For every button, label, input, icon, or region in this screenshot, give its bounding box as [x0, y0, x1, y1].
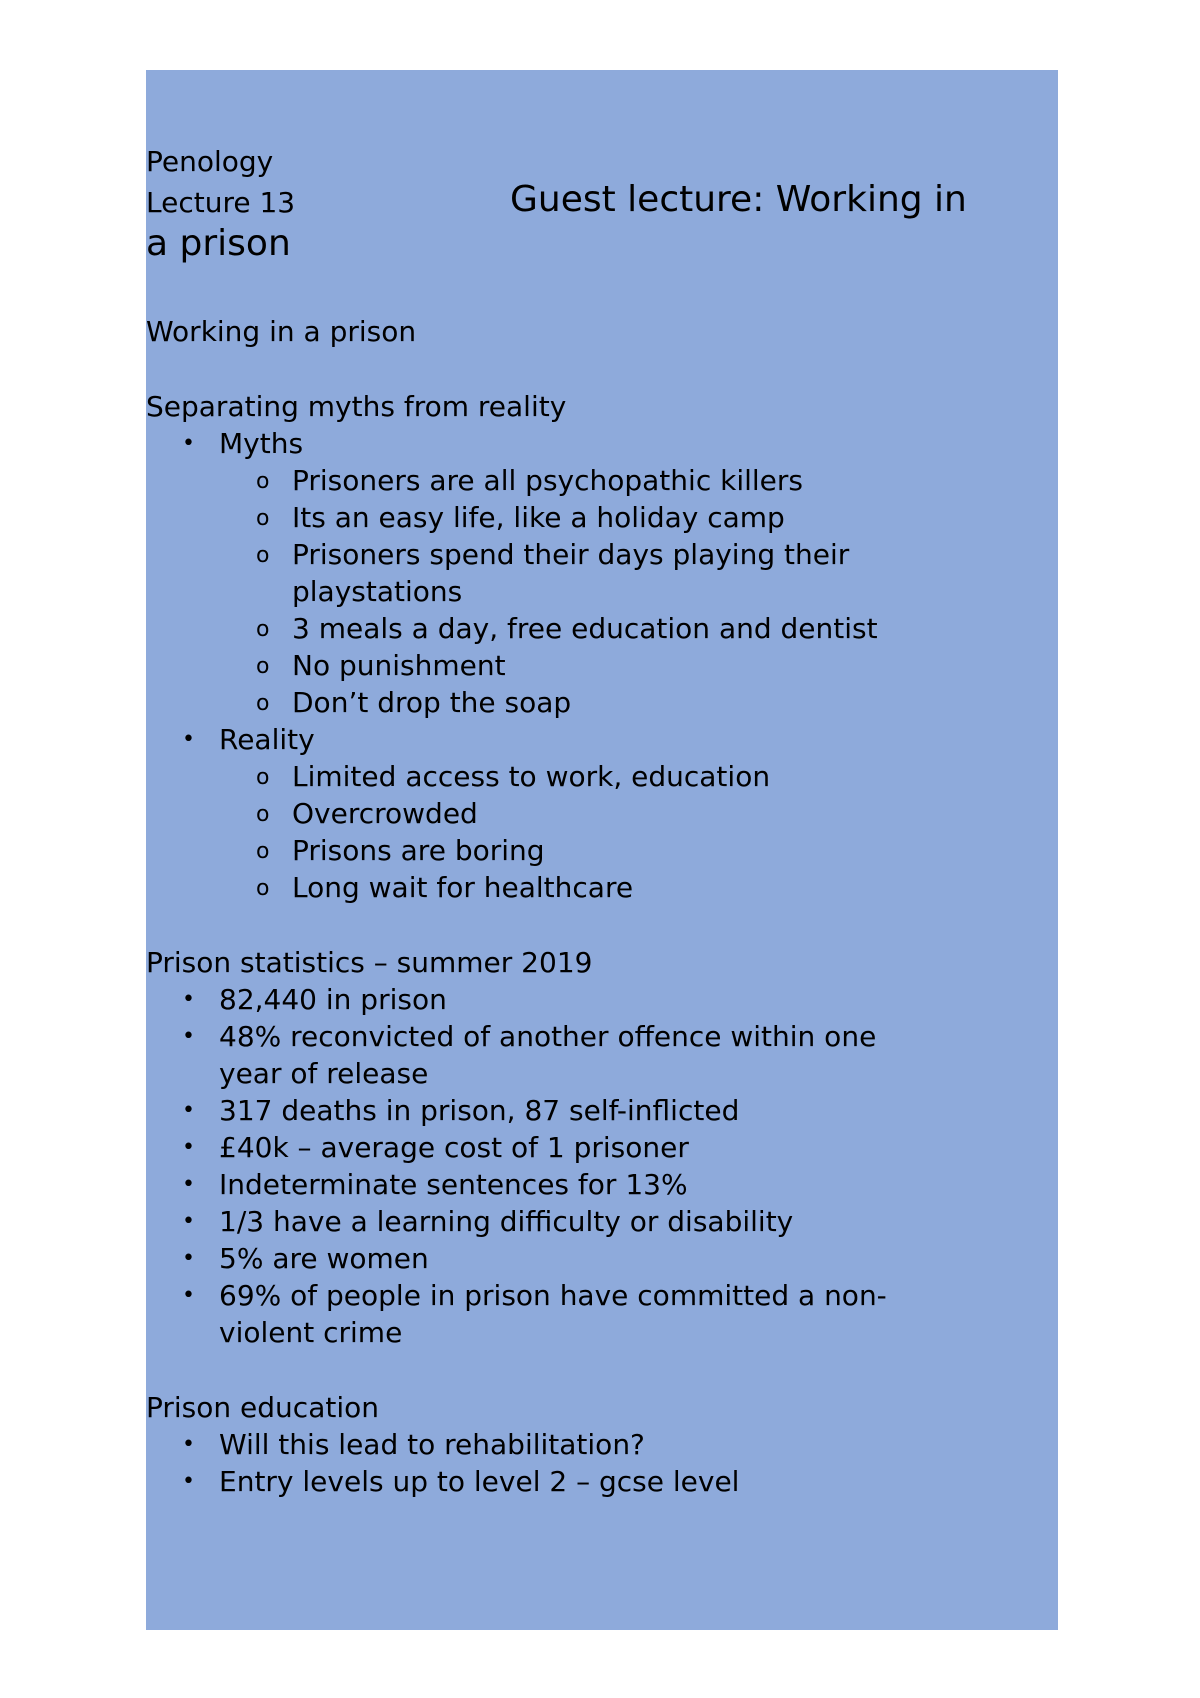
course-name: Penology: [146, 145, 274, 178]
list-item: [146, 1240, 1058, 1277]
education-text: Entry levels up to level 2 – gcse level: [219, 1465, 740, 1498]
reality-text: Overcrowded: [292, 797, 478, 830]
myth-text: Don’t drop the soap: [292, 686, 572, 719]
list-item: [219, 832, 1058, 869]
bullet-icon: •: [182, 1283, 195, 1308]
statistic-text: 82,440 in prison: [219, 983, 447, 1016]
list-item: [146, 1092, 1058, 1129]
list-item: [219, 758, 1058, 795]
list-item: [219, 536, 1058, 610]
list-item: [219, 869, 1058, 906]
myths-section-heading: Separating myths from reality: [146, 390, 567, 423]
education-list: [146, 1426, 1058, 1500]
statistic-text: 317 deaths in prison, 87 self-inflicted: [219, 1094, 740, 1127]
education-text: Will this lead to rehabilitation?: [219, 1428, 645, 1461]
reality-text: Limited access to work, education: [292, 760, 771, 793]
reality-sublist: [219, 758, 1058, 906]
title-row: [146, 180, 1058, 222]
statistics-list: [146, 981, 1058, 1351]
statistic-text: 69% of people in prison have committed a non-: [219, 1279, 887, 1312]
bullet-icon: •: [182, 1246, 195, 1271]
list-item: [219, 499, 1058, 536]
bullet-icon: •: [182, 1024, 195, 1049]
bullet-icon: •: [182, 1135, 195, 1160]
statistic-text: 48% reconvicted of another offence within one: [219, 1020, 877, 1053]
list-item: [146, 1166, 1058, 1203]
circle-bullet-icon: o: [256, 839, 270, 864]
myth-text: Prisoners are all psychopathic killers: [292, 464, 803, 497]
list-item: [146, 1277, 1058, 1351]
list-item: [146, 1203, 1058, 1240]
list-item: [146, 1129, 1058, 1166]
list-item: [219, 610, 1058, 647]
list-item: [219, 795, 1058, 832]
myths-label: Myths: [219, 427, 304, 460]
bullet-icon: •: [182, 1172, 195, 1197]
bullet-icon: •: [182, 987, 195, 1012]
myths-reality-list: [146, 425, 1058, 906]
myth-text: No punishment: [292, 649, 506, 682]
list-item: [146, 1463, 1058, 1500]
circle-bullet-icon: o: [256, 469, 270, 494]
circle-bullet-icon: o: [256, 506, 270, 531]
statistic-text-continued: year of release: [219, 1057, 429, 1090]
statistic-text: Indeterminate sentences for 13%: [219, 1168, 688, 1201]
list-item: [146, 1018, 1058, 1092]
lecture-title-continued: a prison: [146, 223, 291, 264]
list-item: [219, 647, 1058, 684]
education-section-heading: Prison education: [146, 1391, 379, 1424]
circle-bullet-icon: o: [256, 617, 270, 642]
bullet-icon: •: [182, 431, 195, 456]
reality-text: Prisons are boring: [292, 834, 545, 867]
bullet-icon: •: [182, 1432, 195, 1457]
lecture-title: Guest lecture: Working in: [510, 179, 967, 220]
list-item: [219, 462, 1058, 499]
list-item-reality: [146, 721, 1058, 906]
statistic-text-continued: violent crime: [219, 1316, 403, 1349]
list-item: [146, 981, 1058, 1018]
list-item-myths: [146, 425, 1058, 721]
bullet-icon: •: [182, 1469, 195, 1494]
bullet-icon: •: [182, 1209, 195, 1234]
statistic-text: 1/3 have a learning difficulty or disability: [219, 1205, 794, 1238]
myth-text-continued: playstations: [292, 575, 463, 608]
circle-bullet-icon: o: [256, 876, 270, 901]
myth-text: Prisoners spend their days playing their: [292, 538, 850, 571]
reality-label: Reality: [219, 723, 315, 756]
circle-bullet-icon: o: [256, 654, 270, 679]
reality-text: Long wait for healthcare: [292, 871, 634, 904]
myth-text: 3 meals a day, free education and dentist: [292, 612, 878, 645]
list-item: [146, 1426, 1058, 1463]
circle-bullet-icon: o: [256, 543, 270, 568]
lecture-number: Lecture 13: [146, 186, 296, 219]
myth-text: Its an easy life, like a holiday camp: [292, 501, 785, 534]
statistics-section-heading: Prison statistics – summer 2019: [146, 946, 593, 979]
list-item: [219, 684, 1058, 721]
bullet-icon: •: [182, 727, 195, 752]
myths-sublist: [219, 462, 1058, 721]
statistic-text: £40k – average cost of 1 prisoner: [219, 1131, 689, 1164]
circle-bullet-icon: o: [256, 802, 270, 827]
bullet-icon: •: [182, 1098, 195, 1123]
circle-bullet-icon: o: [256, 765, 270, 790]
intro-heading: Working in a prison: [146, 315, 417, 348]
statistic-text: 5% are women: [219, 1242, 429, 1275]
circle-bullet-icon: o: [256, 691, 270, 716]
document-body: [146, 143, 1058, 1500]
